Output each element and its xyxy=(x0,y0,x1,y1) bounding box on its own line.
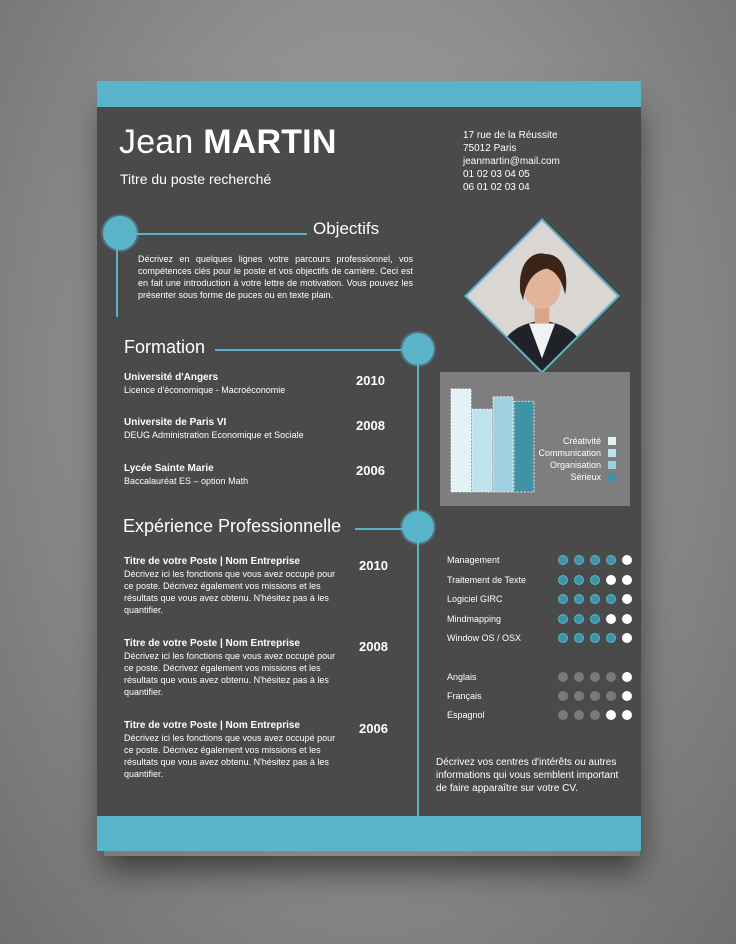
school-name: Université d'Angers xyxy=(124,372,219,383)
formation-item xyxy=(124,417,304,440)
skill-dot-filled xyxy=(558,691,568,701)
legend-swatch xyxy=(608,449,616,457)
skill-dot-filled xyxy=(558,614,568,624)
degree: DEUG Administration Economique et Sociale xyxy=(124,430,304,440)
skill-dot-filled xyxy=(558,672,568,682)
skill-label: Mindmapping xyxy=(447,614,502,624)
skill-dot-filled xyxy=(590,710,600,720)
degree: Licence d'économique - Macroéconomie xyxy=(124,385,286,395)
skill-dot-filled xyxy=(558,710,568,720)
language-label: Français xyxy=(447,691,482,701)
experience-item xyxy=(124,638,344,698)
skill-dot-filled xyxy=(606,672,616,682)
experience-line xyxy=(355,528,403,530)
school-name: Lycée Sainte Marie xyxy=(124,463,214,474)
formation-item xyxy=(124,372,285,395)
formation-title: Formation xyxy=(124,337,206,357)
skill-label: Traitement de Texte xyxy=(447,575,527,585)
skill-dot-filled xyxy=(590,614,600,624)
skill-dots xyxy=(558,614,632,624)
objectives-line xyxy=(137,233,307,235)
legend-label: Sérieux xyxy=(570,472,601,482)
chart-bar xyxy=(514,401,534,492)
experience-item xyxy=(124,556,344,616)
skill-dot-empty xyxy=(606,575,616,585)
skill-dot-filled xyxy=(590,633,600,643)
skill-dot-filled xyxy=(558,594,568,604)
skill-dot-empty xyxy=(622,555,632,565)
position-title: Titre de votre Poste | Nom Entreprise xyxy=(124,556,300,567)
experience-year: 2010 xyxy=(359,558,388,573)
legend-swatch xyxy=(608,437,616,445)
skill-dot-empty xyxy=(606,614,616,624)
phone-1: 01 02 03 04 05 xyxy=(463,169,530,180)
chart-bar xyxy=(493,397,513,492)
position-description: Décrivez ici les fonctions que vous avez occupé pour ce poste. Décrivez également vos missions et les résultats que vous avez obtenu. N'hésitez pas à les quantifier. xyxy=(124,733,336,779)
address-line2: 75012 Paris xyxy=(463,143,517,154)
address-line1: 17 rue de la Réussite xyxy=(463,130,558,141)
position-title: Titre de votre Poste | Nom Entreprise xyxy=(124,720,300,731)
legend-item xyxy=(550,460,616,470)
chart-bar xyxy=(451,389,471,492)
resume-sheet xyxy=(97,81,641,851)
skill-dot-filled xyxy=(606,555,616,565)
legend-item xyxy=(563,436,616,446)
formation-year: 2008 xyxy=(356,418,385,433)
skill-dots xyxy=(558,594,632,604)
position-description: Décrivez ici les fonctions que vous avez occupé pour ce poste. Décrivez également vos missions et les résultats que vous avez obtenu. N'hésitez pas à les quantifier. xyxy=(124,651,336,697)
skill-dot-filled xyxy=(574,710,584,720)
skill-dot-empty xyxy=(622,575,632,585)
skill-dot-filled xyxy=(574,575,584,585)
skill-dot-filled xyxy=(574,633,584,643)
skill-dot-filled xyxy=(590,672,600,682)
chart-bar xyxy=(472,409,492,492)
skill-dot-filled xyxy=(558,555,568,565)
skill-dot-empty xyxy=(622,710,632,720)
contact-block xyxy=(463,129,560,194)
skill-dot-filled xyxy=(606,691,616,701)
skill-dot-filled xyxy=(558,633,568,643)
formation-item xyxy=(124,463,248,486)
legend-label: Organisation xyxy=(549,460,601,470)
skill-label: Management xyxy=(447,555,500,565)
skill-dot-filled xyxy=(558,575,568,585)
language-dots xyxy=(558,710,632,720)
legend-label: Créativité xyxy=(562,436,601,446)
legend-item xyxy=(570,472,616,482)
skill-dot-filled xyxy=(574,672,584,682)
skill-dots xyxy=(558,575,632,585)
skill-dot-empty xyxy=(622,691,632,701)
objectives-text: Décrivez en quelques lignes votre parcours professionnel, vos compétences clés pour le poste et vos objectifs de carrière. Ceci est en fait une introduction à votre lettre de motivation. Vous pouvez les présenter sous forme de puces ou en texte plain. xyxy=(138,254,413,300)
legend-label: Communication xyxy=(538,448,601,458)
language-dots xyxy=(558,691,632,701)
objectives-circle xyxy=(103,216,137,250)
skill-dots xyxy=(558,633,632,643)
school-name: Universite de Paris VI xyxy=(124,417,227,428)
skill-label: Window OS / OSX xyxy=(447,633,522,643)
language-label: Espagnol xyxy=(447,710,485,720)
skill-dot-filled xyxy=(574,691,584,701)
interests-text: Décrivez vos centres d'intérêts ou autres informations qui vous semblent important de faire apparaître sur votre CV. xyxy=(436,757,619,794)
phone-2: 06 01 02 03 04 xyxy=(463,182,530,193)
skill-dot-filled xyxy=(606,633,616,643)
first-name: Jean xyxy=(119,123,194,161)
timeline-vline xyxy=(417,349,419,816)
legend-swatch xyxy=(608,473,616,481)
skill-dot-filled xyxy=(574,614,584,624)
skill-dot-filled xyxy=(590,555,600,565)
degree: Baccalauréat ES – option Math xyxy=(124,476,249,486)
experience-item xyxy=(124,720,344,780)
position-description: Décrivez ici les fonctions que vous avez occupé pour ce poste. Décrivez également vos missions et les résultats que vous avez obtenu. N'hésitez pas à les quantifier. xyxy=(124,569,336,615)
bottom-band xyxy=(97,816,641,851)
experience-year: 2008 xyxy=(359,639,388,654)
experience-year: 2006 xyxy=(359,721,388,736)
formation-circle xyxy=(402,333,434,365)
skill-label: Logiciel GIRC xyxy=(447,594,503,604)
skill-dot-filled xyxy=(590,575,600,585)
language-dots xyxy=(558,672,632,682)
profile-photo xyxy=(464,218,620,374)
skill-dot-filled xyxy=(590,594,600,604)
language-label: Anglais xyxy=(447,672,477,682)
legend-item xyxy=(538,448,616,458)
full-name xyxy=(119,123,337,162)
position-title: Titre de votre Poste | Nom Entreprise xyxy=(124,638,300,649)
formation-year: 2010 xyxy=(356,373,385,388)
skill-dot-empty xyxy=(622,614,632,624)
last-name: MARTIN xyxy=(203,123,337,161)
top-band xyxy=(97,81,641,107)
objectives-title: Objectifs xyxy=(313,219,380,238)
skill-dot-empty xyxy=(606,710,616,720)
experience-title: Expérience Professionnelle xyxy=(123,516,342,536)
email: jeanmartin@mail.com xyxy=(463,156,560,167)
formation-line xyxy=(215,349,403,351)
legend-swatch xyxy=(608,461,616,469)
skill-dot-filled xyxy=(574,555,584,565)
skill-dot-filled xyxy=(574,594,584,604)
skill-dot-filled xyxy=(606,594,616,604)
skill-dot-empty xyxy=(622,594,632,604)
formation-year: 2006 xyxy=(356,463,385,478)
skill-dots xyxy=(558,555,632,565)
experience-circle xyxy=(402,511,434,543)
skill-dot-empty xyxy=(622,672,632,682)
qualities-chart xyxy=(440,372,630,506)
job-title: Titre du poste recherché xyxy=(120,171,272,187)
skill-dot-empty xyxy=(622,633,632,643)
skill-dot-filled xyxy=(590,691,600,701)
